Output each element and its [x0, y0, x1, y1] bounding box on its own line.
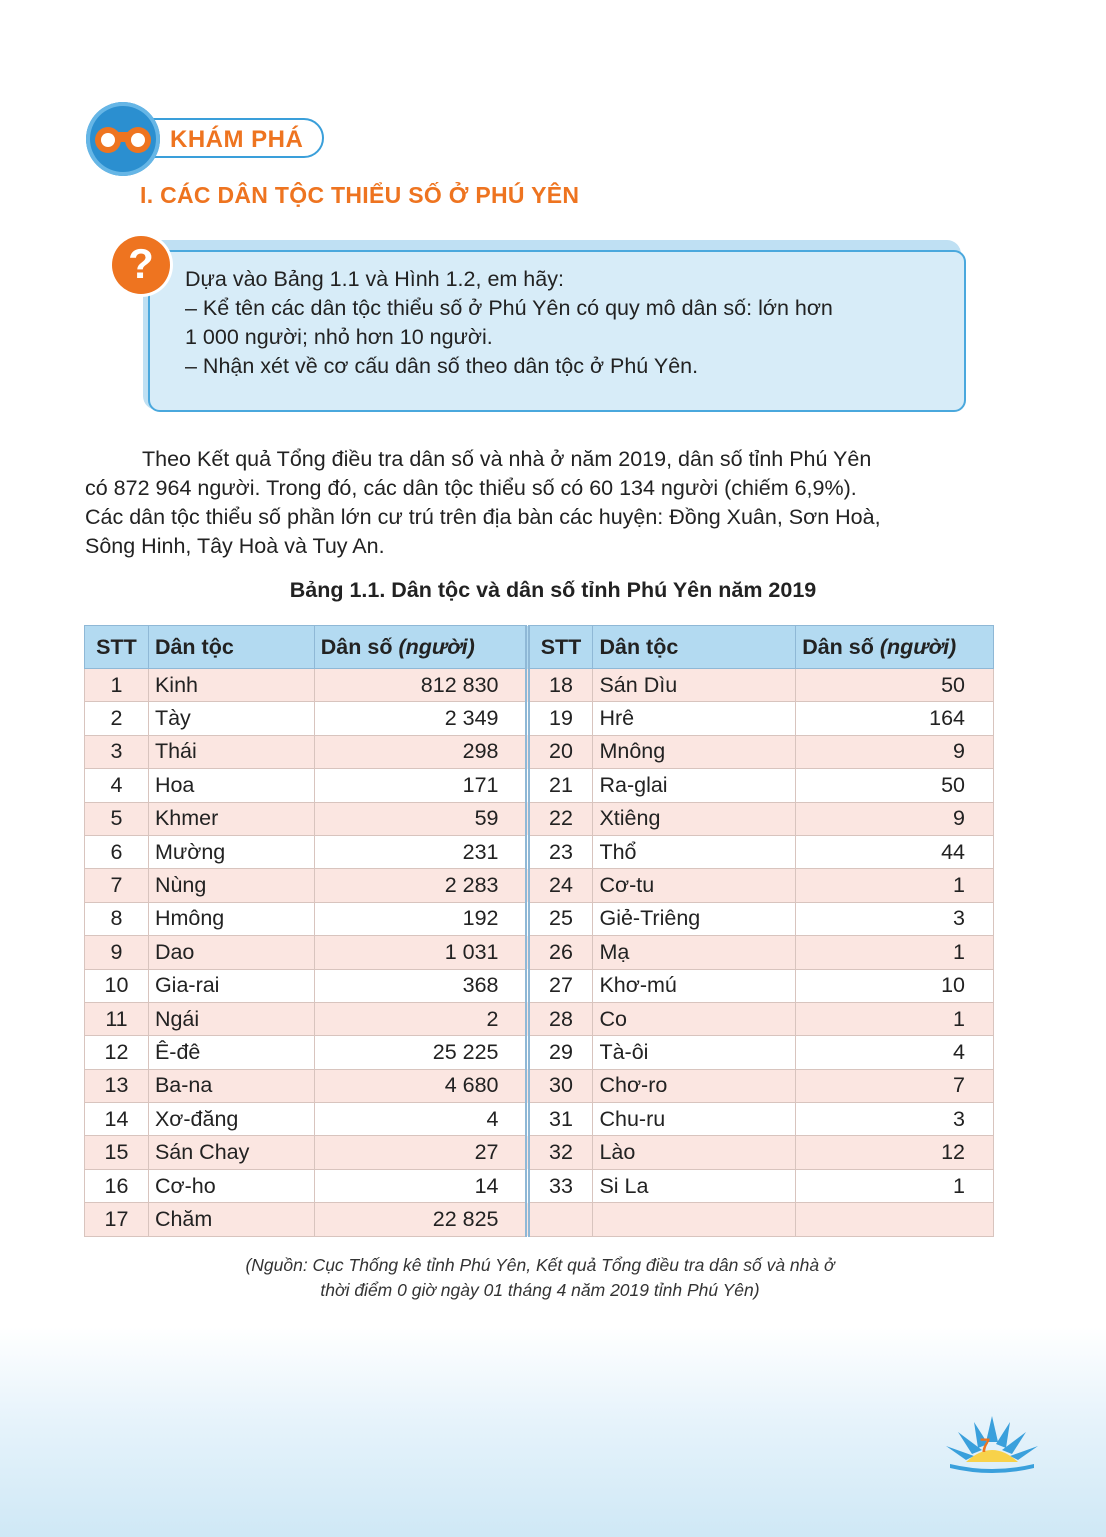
cell-ethnic: Ra-glai	[593, 769, 796, 802]
section-title: I. CÁC DÂN TỘC THIỂU SỐ Ở PHÚ YÊN	[140, 182, 580, 208]
cell-ethnic: Chu-ru	[593, 1103, 796, 1136]
paragraph-line: Sông Hinh, Tây Hoà và Tuy An.	[85, 534, 385, 558]
cell-ethnic: Sán Chay	[148, 1136, 314, 1169]
cell-stt: 2	[85, 702, 149, 735]
table-row	[85, 735, 994, 768]
cell-population: 298	[314, 735, 527, 768]
cell-stt: 27	[527, 969, 593, 1002]
header-ethnic: Dân tộc	[593, 626, 796, 669]
cell-ethnic: Sán Dìu	[593, 669, 796, 702]
table-row	[85, 669, 994, 702]
cell-population: 14	[314, 1169, 527, 1202]
cell-stt	[527, 1203, 593, 1236]
cell-stt: 25	[527, 902, 593, 935]
cell-stt: 16	[85, 1169, 149, 1202]
question-line: – Nhận xét về cơ cấu dân số theo dân tộc ở Phú Yên.	[185, 354, 699, 378]
cell-ethnic: Mnông	[593, 735, 796, 768]
cell-ethnic: Co	[593, 1002, 796, 1035]
cell-population: 3	[796, 902, 994, 935]
header-ethnic: Dân tộc	[148, 626, 314, 669]
cell-ethnic: Thổ	[593, 835, 796, 868]
cell-population: 1	[796, 1169, 994, 1202]
cell-stt: 19	[527, 702, 593, 735]
table-row	[85, 1069, 994, 1102]
cell-ethnic: Ngái	[148, 1002, 314, 1035]
cell-stt: 18	[527, 669, 593, 702]
cell-stt: 23	[527, 835, 593, 868]
cell-stt: 21	[527, 769, 593, 802]
cell-population: 44	[796, 835, 994, 868]
cell-stt: 20	[527, 735, 593, 768]
cell-population: 3	[796, 1103, 994, 1136]
cell-stt: 11	[85, 1002, 149, 1035]
cell-stt: 17	[85, 1203, 149, 1236]
cell-population: 1 031	[314, 936, 527, 969]
cell-ethnic: Xtiêng	[593, 802, 796, 835]
table-row	[85, 1203, 994, 1236]
cell-ethnic: Mường	[148, 835, 314, 868]
table-row	[85, 869, 994, 902]
question-line: – Kể tên các dân tộc thiểu số ở Phú Yên có quy mô dân số: lớn hơn	[185, 296, 833, 320]
cell-population: 1	[796, 1002, 994, 1035]
page-background-gradient	[0, 1327, 1106, 1537]
cell-population: 59	[314, 802, 527, 835]
cell-ethnic: Khmer	[148, 802, 314, 835]
cell-stt: 28	[527, 1002, 593, 1035]
cell-ethnic: Hrê	[593, 702, 796, 735]
question-line: Dựa vào Bảng 1.1 và Hình 1.2, em hãy:	[185, 267, 564, 291]
header-stt: STT	[527, 626, 593, 669]
cell-population	[796, 1203, 994, 1236]
cell-stt: 8	[85, 902, 149, 935]
cell-population: 7	[796, 1069, 994, 1102]
cell-population: 22 825	[314, 1203, 527, 1236]
cell-stt: 10	[85, 969, 149, 1002]
table-header-row	[85, 626, 994, 669]
cell-ethnic	[593, 1203, 796, 1236]
cell-ethnic: Cơ-tu	[593, 869, 796, 902]
cell-population: 812 830	[314, 669, 527, 702]
binoculars-icon	[93, 122, 153, 156]
cell-stt: 9	[85, 936, 149, 969]
table-row	[85, 1136, 994, 1169]
cell-stt: 22	[527, 802, 593, 835]
cell-stt: 24	[527, 869, 593, 902]
cell-stt: 32	[527, 1136, 593, 1169]
cell-population: 2 283	[314, 869, 527, 902]
cell-stt: 31	[527, 1103, 593, 1136]
cell-population: 4 680	[314, 1069, 527, 1102]
cell-ethnic: Hmông	[148, 902, 314, 935]
cell-ethnic: Lào	[593, 1136, 796, 1169]
table-row	[85, 1002, 994, 1035]
cell-stt: 14	[85, 1103, 149, 1136]
cell-stt: 29	[527, 1036, 593, 1069]
cell-stt: 3	[85, 735, 149, 768]
cell-stt: 13	[85, 1069, 149, 1102]
cell-population: 2	[314, 1002, 527, 1035]
cell-stt: 5	[85, 802, 149, 835]
cell-population: 231	[314, 835, 527, 868]
header-pop-unit: (người)	[879, 634, 957, 659]
cell-population: 2 349	[314, 702, 527, 735]
header-pop-prefix: Dân số	[802, 634, 880, 659]
table-row	[85, 1103, 994, 1136]
paragraph-line: Các dân tộc thiểu số phần lớn cư trú trên địa bàn các huyện: Đồng Xuân, Sơn Hoà,	[85, 505, 881, 529]
kham-pha-label: KHÁM PHÁ	[170, 126, 304, 153]
cell-ethnic: Mạ	[593, 936, 796, 969]
cell-stt: 15	[85, 1136, 149, 1169]
cell-population: 4	[796, 1036, 994, 1069]
cell-ethnic: Gia-rai	[148, 969, 314, 1002]
paragraph-line: có 872 964 người. Trong đó, các dân tộc thiểu số có 60 134 người (chiếm 6,9%).	[85, 476, 857, 500]
source-line: (Nguồn: Cục Thống kê tỉnh Phú Yên, Kết quả Tổng điều tra dân số và nhà ở	[245, 1255, 835, 1275]
source-line: thời điểm 0 giờ ngày 01 tháng 4 năm 2019 tỉnh Phú Yên)	[320, 1280, 760, 1300]
cell-population: 27	[314, 1136, 527, 1169]
table-row	[85, 1169, 994, 1202]
body-paragraph	[85, 445, 993, 561]
source-note	[0, 1253, 1080, 1303]
cell-population: 171	[314, 769, 527, 802]
cell-ethnic: Giẻ-Triêng	[593, 902, 796, 935]
cell-ethnic: Kinh	[148, 669, 314, 702]
cell-population: 9	[796, 802, 994, 835]
cell-population: 368	[314, 969, 527, 1002]
table-row	[85, 902, 994, 935]
cell-stt: 7	[85, 869, 149, 902]
cell-ethnic: Nùng	[148, 869, 314, 902]
table-row	[85, 835, 994, 868]
cell-stt: 26	[527, 936, 593, 969]
table-row	[85, 769, 994, 802]
cell-population: 10	[796, 969, 994, 1002]
cell-ethnic: Chăm	[148, 1203, 314, 1236]
cell-stt: 4	[85, 769, 149, 802]
cell-population: 25 225	[314, 1036, 527, 1069]
cell-population: 192	[314, 902, 527, 935]
cell-population: 9	[796, 735, 994, 768]
cell-ethnic: Ê-đê	[148, 1036, 314, 1069]
table-row	[85, 1036, 994, 1069]
header-stt: STT	[85, 626, 149, 669]
cell-population: 4	[314, 1103, 527, 1136]
kham-pha-header	[86, 102, 336, 176]
cell-population: 12	[796, 1136, 994, 1169]
cell-ethnic: Dao	[148, 936, 314, 969]
page-number: 7	[979, 1436, 991, 1457]
paragraph-line: Theo Kết quả Tổng điều tra dân số và nhà ở năm 2019, dân số tỉnh Phú Yên	[142, 447, 872, 471]
cell-stt: 1	[85, 669, 149, 702]
cell-ethnic: Tày	[148, 702, 314, 735]
cell-population: 1	[796, 936, 994, 969]
cell-ethnic: Chơ-ro	[593, 1069, 796, 1102]
binoculars-badge	[86, 102, 160, 176]
table-row	[85, 969, 994, 1002]
cell-stt: 30	[527, 1069, 593, 1102]
question-line: 1 000 người; nhỏ hơn 10 người.	[185, 325, 493, 349]
cell-ethnic: Khơ-mú	[593, 969, 796, 1002]
cell-ethnic: Xơ-đăng	[148, 1103, 314, 1136]
population-table	[84, 625, 994, 1237]
header-population	[314, 626, 527, 669]
cell-ethnic: Ba-na	[148, 1069, 314, 1102]
table-row	[85, 802, 994, 835]
cell-stt: 6	[85, 835, 149, 868]
cell-ethnic: Hoa	[148, 769, 314, 802]
question-text	[185, 265, 833, 381]
cell-ethnic: Cơ-ho	[148, 1169, 314, 1202]
header-pop-unit: (người)	[398, 634, 475, 659]
cell-ethnic: Tà-ôi	[593, 1036, 796, 1069]
cell-population: 164	[796, 702, 994, 735]
cell-population: 50	[796, 769, 994, 802]
cell-ethnic: Thái	[148, 735, 314, 768]
cell-ethnic: Si La	[593, 1169, 796, 1202]
header-population	[796, 626, 994, 669]
table-row	[85, 702, 994, 735]
table-caption: Bảng 1.1. Dân tộc và dân số tỉnh Phú Yên năm 2019	[289, 578, 817, 602]
cell-stt: 33	[527, 1169, 593, 1202]
cell-population: 50	[796, 669, 994, 702]
cell-stt: 12	[85, 1036, 149, 1069]
header-pop-prefix: Dân số	[320, 634, 399, 659]
cell-population: 1	[796, 869, 994, 902]
table-row	[85, 936, 994, 969]
question-mark-icon: ?	[112, 236, 170, 294]
